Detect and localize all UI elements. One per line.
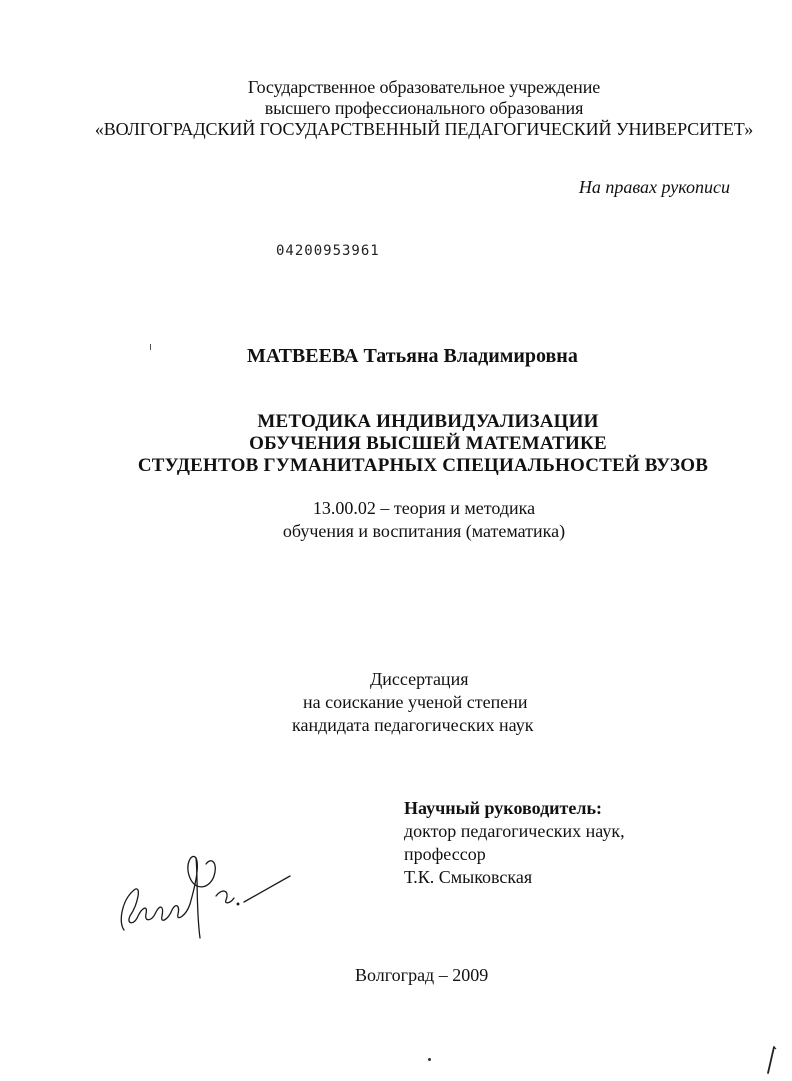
title-line-3: СТУДЕНТОВ ГУМАНИТАРНЫХ СПЕЦИАЛЬНОСТЕЙ ВУЗОВ	[137, 455, 709, 476]
institution-header	[28, 77, 792, 140]
registration-number: 04200953961	[276, 243, 380, 259]
specialty-line-2: обучения и воспитания (математика)	[282, 521, 566, 541]
dissertation-type: Диссертация	[370, 669, 469, 689]
title-line-2: ОБУЧЕНИЯ ВЫСШЕЙ МАТЕМАТИКЕ	[249, 433, 607, 454]
advisor-label: Научный руководитель:	[404, 798, 602, 818]
specialty-code	[28, 497, 792, 543]
degree-line-2: кандидата педагогических наук	[292, 715, 534, 735]
institution-line-3: «ВОЛГОГРАДСКИЙ ГОСУДАРСТВЕННЫЙ ПЕДАГОГИЧЕСКИЙ УНИВЕРСИТЕТ»	[94, 119, 754, 139]
scan-artifact-mark	[150, 344, 151, 350]
title-line-1: МЕТОДИКА ИНДИВИДУАЛИЗАЦИИ	[257, 411, 599, 432]
author-surname: МАТВЕЕВА	[247, 345, 359, 367]
degree-line-1: на соискание ученой степени	[303, 692, 528, 712]
institution-line-1: Государственное образовательное учреждение	[247, 77, 601, 97]
author-name	[247, 345, 578, 368]
dissertation-title	[32, 411, 792, 477]
manuscript-note: На правах рукописи	[578, 177, 730, 197]
author-given-names: Татьяна Владимировна	[363, 345, 578, 367]
scientific-advisor	[404, 797, 625, 889]
scan-artifact-dot	[428, 1058, 431, 1061]
institution-line-2: высшего профессионального образования	[264, 98, 584, 118]
advisor-degree: доктор педагогических наук,	[404, 821, 625, 841]
city-year: Волгоград – 2009	[355, 965, 489, 985]
scan-artifact-stroke	[764, 1045, 778, 1075]
advisor-name: Т.К. Смыковская	[404, 867, 533, 887]
advisor-title: профессор	[404, 844, 486, 864]
handwritten-signature	[104, 838, 294, 946]
specialty-line-1: 13.00.02 – теория и методика	[312, 498, 536, 518]
